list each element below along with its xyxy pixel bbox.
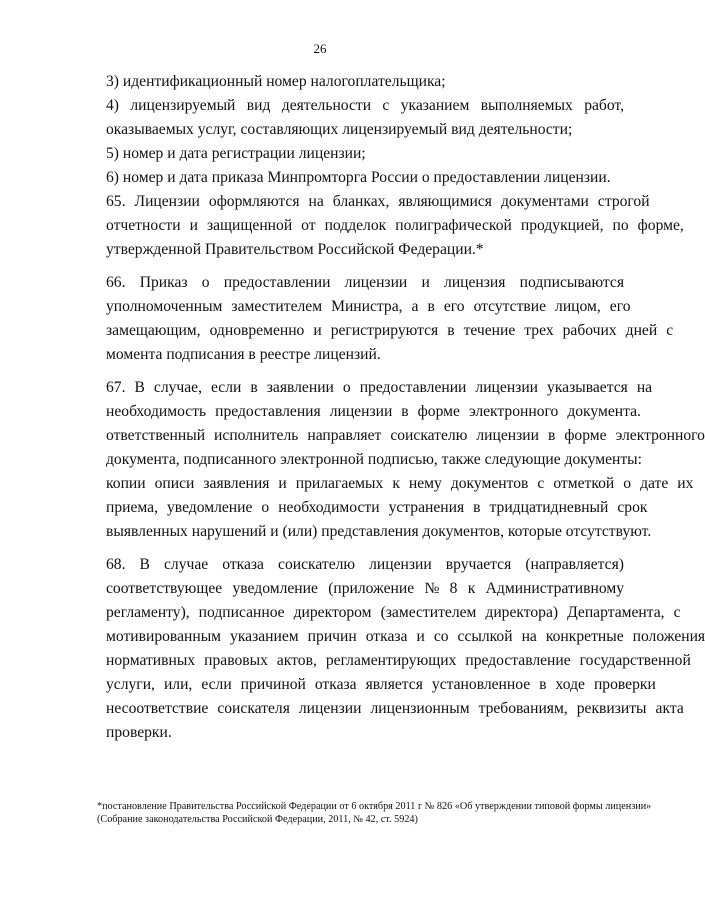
word: актов, (276, 652, 317, 669)
word: регламентирующих (325, 652, 457, 669)
footnote-line: *постановление Правительства Российской Федерации от 6 октября 2011 г № 826 «Об утверждении типовой формы лицензии» (97, 801, 652, 812)
word: регистрируются (330, 322, 439, 339)
word: бланках, (332, 193, 390, 210)
text-line (97, 271, 624, 295)
word: устранения (388, 499, 465, 516)
text-line (97, 649, 691, 673)
word: указанием (230, 628, 299, 645)
word: несоответствие (106, 700, 209, 717)
word: и (416, 628, 425, 645)
text-line: 3) идентификационный номер налогоплательщика; (106, 73, 446, 90)
word: 65. (106, 193, 126, 210)
word: если (211, 379, 242, 396)
text-line (97, 214, 684, 238)
footnote-line: (Собрание законодательства Российской Федерации, 2011, № 42, ст. 5924) (97, 814, 418, 825)
word: прилагаемых (295, 475, 384, 492)
word: лицензии (475, 379, 539, 396)
word: 66. (106, 274, 126, 291)
word: лицензии (298, 700, 362, 717)
word: реквизиты (576, 700, 647, 717)
word: в (547, 427, 556, 444)
word: отказа (365, 628, 408, 645)
word: к (392, 475, 400, 492)
word: уведомление (167, 499, 253, 516)
word: уполномоченным (106, 298, 223, 315)
word: директора) (485, 604, 559, 621)
word: соискателя (217, 700, 290, 717)
word: о (342, 379, 351, 396)
word: отметкой (553, 475, 615, 492)
text-line: проверки. (106, 724, 172, 741)
word: ссылкой (457, 628, 513, 645)
word: тридцатидневный (489, 499, 609, 516)
word: его (443, 298, 465, 315)
word: дней (625, 322, 658, 339)
word: со (433, 628, 449, 645)
word: В (134, 379, 145, 396)
paragraph-item-6 (97, 166, 624, 190)
word: в (250, 379, 258, 396)
word: копии (106, 475, 146, 492)
word: документов (450, 475, 529, 492)
word: 8 (449, 580, 458, 597)
document-body (97, 70, 705, 745)
word: лицензии (344, 274, 408, 291)
word: электронного (615, 427, 705, 444)
word: лицензионным (370, 700, 470, 717)
paragraph-65 (97, 190, 684, 262)
text-line (97, 496, 648, 520)
word: с (673, 604, 681, 621)
word: услуги, (106, 676, 155, 693)
word: 67. (106, 379, 126, 396)
word: акта (655, 700, 684, 717)
word: нормативных (106, 652, 196, 669)
word: и (189, 217, 198, 234)
word: Административному (485, 580, 624, 597)
text-line (97, 697, 684, 721)
word: подписанное (198, 604, 285, 621)
word: на (308, 193, 324, 210)
word: (приложение (328, 580, 415, 597)
word: на (521, 628, 537, 645)
word: с (382, 97, 390, 114)
word: подделок (324, 217, 387, 234)
word: ходе (555, 676, 585, 693)
text-line: документа, подписанного электронной подписью, также следующие документы: (106, 451, 642, 468)
paragraph-item-4 (97, 94, 624, 142)
word: 68. (106, 556, 126, 573)
paragraph-68 (97, 553, 705, 745)
word: предоставления (215, 403, 321, 420)
word: ответственный (106, 427, 206, 444)
paragraph-67 (97, 376, 705, 472)
word: в (427, 298, 435, 315)
word: правовых (204, 652, 268, 669)
word: Министра, (331, 298, 403, 315)
word: выполняемых (480, 97, 573, 114)
word: строгой (597, 193, 650, 210)
word: к (467, 580, 476, 597)
word: документа. (567, 403, 641, 420)
word: являющимися (398, 193, 492, 210)
word: заявлении (266, 379, 334, 396)
word: форме, (637, 217, 684, 234)
text-line (97, 424, 705, 448)
word: приема, (106, 499, 158, 516)
text-line (97, 94, 624, 118)
word: или, (163, 676, 193, 693)
word: по (612, 217, 629, 234)
word: дате (640, 475, 669, 492)
word: а (411, 298, 419, 315)
word: указывается (547, 379, 628, 396)
word: деятельности (281, 97, 372, 114)
text-line: оказываемых услуг, составляющих лицензируемый вид деятельности; (106, 121, 573, 138)
word: лицензия (444, 274, 506, 291)
word: мотивированным (106, 628, 222, 645)
page-number: 26 (313, 41, 327, 56)
word: подписываются (519, 274, 624, 291)
word: нему (408, 475, 442, 492)
word: продукцией, (520, 217, 604, 234)
word: форме (564, 427, 607, 444)
word: лицензии (369, 556, 432, 573)
word: отсутствие (473, 298, 547, 315)
text-line: выявленных нарушений и (или) представления документов, которые отсутствуют. (106, 523, 652, 540)
text-line (97, 295, 631, 319)
text-line (97, 673, 656, 697)
word: документами (500, 193, 589, 210)
footnote (97, 800, 652, 826)
paragraph-67-documents (97, 472, 694, 544)
word: Приказ (139, 274, 188, 291)
text-line: 5) номер и дата регистрации лицензии; (106, 145, 366, 162)
word: от (301, 217, 316, 234)
word: лицензируемый (130, 97, 236, 114)
word: с (537, 475, 545, 492)
word: является (365, 676, 423, 693)
word: Лицензии (134, 193, 200, 210)
word: соответствующее (106, 580, 223, 597)
word: его (609, 298, 631, 315)
word: направляет (307, 427, 382, 444)
word: в (401, 403, 409, 420)
word: регламенту), (106, 604, 190, 621)
word: соискателю (390, 427, 468, 444)
word: положения (632, 628, 705, 645)
word: директором (293, 604, 372, 621)
word: если (201, 676, 232, 693)
word: замещающим, (106, 322, 201, 339)
word: электронного (468, 403, 559, 420)
word: указанием (400, 97, 470, 114)
text-line (97, 601, 681, 625)
paragraph-66 (97, 271, 674, 367)
word: форме (417, 403, 460, 420)
word: и (313, 322, 322, 339)
word: № (424, 580, 440, 597)
word: проверки (593, 676, 656, 693)
word: и (278, 475, 287, 492)
word: о (623, 475, 632, 492)
word: установленное (431, 676, 531, 693)
word: заместителем (231, 298, 323, 315)
word: (заместителем (380, 604, 477, 621)
word: требованиям, (478, 700, 568, 717)
word: предоставлении (223, 274, 331, 291)
text-line (97, 472, 694, 496)
text-line (97, 319, 674, 343)
paragraph-item-5 (97, 142, 624, 166)
word: государственной (579, 652, 691, 669)
word: в (447, 322, 455, 339)
word: описи (154, 475, 195, 492)
word: течение (463, 322, 516, 339)
word: лицензии (476, 427, 539, 444)
text-line (97, 553, 624, 577)
text-line (97, 577, 624, 601)
word: (направляется) (525, 556, 624, 573)
word: исполнитель (214, 427, 299, 444)
word: полиграфической (395, 217, 512, 234)
word: лицензии (329, 403, 393, 420)
word: трех (524, 322, 554, 339)
text-line (97, 625, 705, 649)
word: о (261, 499, 270, 516)
word: В (139, 556, 150, 573)
word: случае, (153, 379, 202, 396)
text-line: 6) номер и дата приказа Минпромторга России о предоставлении лицензии. (106, 169, 611, 186)
text-line: утвержденной Правительством Российской Федерации.* (106, 241, 484, 258)
word: вид (246, 97, 271, 114)
word: случае (164, 556, 209, 573)
word: необходимость (106, 403, 207, 420)
word: в (473, 499, 481, 516)
word: в (539, 676, 547, 693)
word: с (666, 322, 674, 339)
word: защищенной (206, 217, 293, 234)
word: срок (617, 499, 648, 516)
word: лицом, (555, 298, 601, 315)
text-line: момента подписания в реестре лицензий. (106, 346, 381, 363)
word: вручается (445, 556, 512, 573)
word: причиной (240, 676, 306, 693)
paragraph-item-3 (97, 70, 624, 94)
word: необходимости (278, 499, 380, 516)
word: предоставление (465, 652, 571, 669)
word: Департамента, (567, 604, 665, 621)
word: о (201, 274, 210, 291)
word: на (636, 379, 653, 396)
word: рабочих (562, 322, 617, 339)
word: 4) (106, 97, 119, 114)
text-line (97, 400, 641, 424)
word: заявления (203, 475, 270, 492)
word: конкретные (545, 628, 624, 645)
word: и (421, 274, 430, 291)
text-line (97, 376, 653, 400)
word: уведомление (232, 580, 318, 597)
word: оформляются (208, 193, 300, 210)
word: их (677, 475, 694, 492)
word: отказа (222, 556, 264, 573)
word: предоставлении (359, 379, 467, 396)
word: работ, (584, 97, 624, 114)
word: причин (307, 628, 357, 645)
word: одновременно (209, 322, 305, 339)
text-line (97, 190, 650, 214)
word: отказа (314, 676, 357, 693)
word: отчетности (106, 217, 181, 234)
word: соискателю (278, 556, 356, 573)
